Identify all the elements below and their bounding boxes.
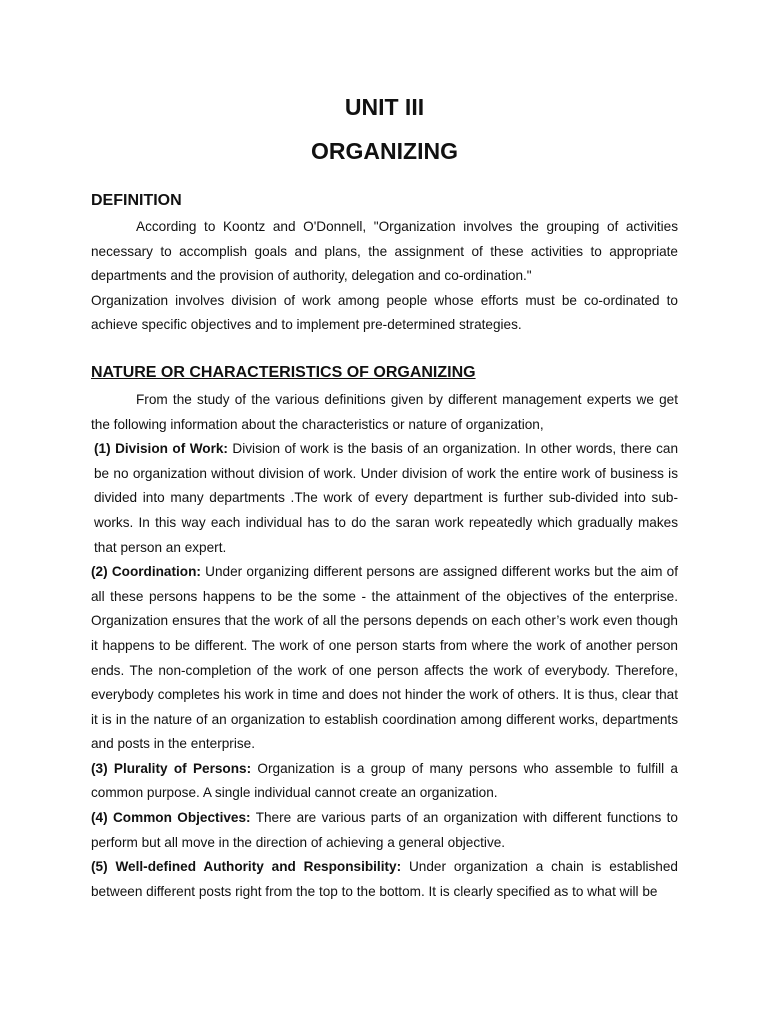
unit-subtitle: ORGANIZING [311, 138, 458, 164]
characteristic-term: (3) Plurality of Persons: [91, 760, 252, 776]
characteristic-item-division-of-work [91, 437, 678, 560]
nature-heading: NATURE OR CHARACTERISTICS OF ORGANIZING [91, 363, 476, 381]
document-page [91, 92, 678, 904]
characteristic-item-coordination [91, 560, 678, 757]
definition-heading: DEFINITION [91, 192, 182, 209]
characteristic-term: (2) Coordination: [91, 564, 201, 580]
definition-section [91, 191, 678, 338]
definition-paragraph-2: Organization involves division of work among people whose efforts must be co-ordinated to achieve specific objectives and to implement pre-determined strategies. [91, 292, 678, 333]
characteristic-text: Under organizing different persons are assigned different works but the aim of all these persons happens to be the some - the attainment of the objectives of the enterprise. Organization ensures that the work of all the persons depends on each other’s work even though it happens to be different. The work of one person starts from where the work of another person ends. The non-completion of the work of one person affects the work of everybody. Therefore, everybody completes his work in time and does not hinder the work of others. It is thus, clear that it is in the nature of an organization to establish coordination among different works, departments and posts in the enterprise. [91, 564, 678, 752]
nature-intro-paragraph: From the study of the various definitions given by different management experts we get the following information about the characteristics or nature of organization, [91, 391, 678, 432]
characteristic-item-common-objectives [91, 806, 678, 855]
characteristic-term: (5) Well-defined Authority and Responsibility: [91, 859, 402, 875]
characteristic-item-authority-responsibility [91, 855, 678, 904]
characteristic-term: (1) Division of Work: [94, 441, 228, 457]
characteristic-text: There are various parts of an organization with different functions to perform but all move in the direction of achieving a general objective. [91, 810, 678, 850]
characteristic-item-plurality-of-persons [91, 757, 678, 806]
characteristic-text: Division of work is the basis of an organization. In other words, there can be no organization without division of work. Under division of work the entire work of business is divided into many departments .The work of every department is further sub-divided into sub-works. In this way each individual has to do the saran work repeatedly which gradually makes that person an expert. [94, 441, 678, 555]
unit-title: UNIT III [344, 94, 425, 120]
nature-section [91, 363, 678, 904]
characteristic-term: (4) Common Objectives: [91, 810, 251, 826]
characteristic-text: Under organization a chain is established between different posts right from the top to the bottom. It is clearly specified as to what will be [91, 859, 678, 899]
definition-paragraph-1: According to Koontz and O'Donnell, "Organization involves the grouping of activities necessary to accomplish goals and plans, the assignment of these activities to appropriate departments and the provision of authority, delegation and co-ordination." [91, 219, 678, 284]
characteristic-text: Organization is a group of many persons who assemble to fulfill a common purpose. A single individual cannot create an organization. [91, 760, 678, 801]
